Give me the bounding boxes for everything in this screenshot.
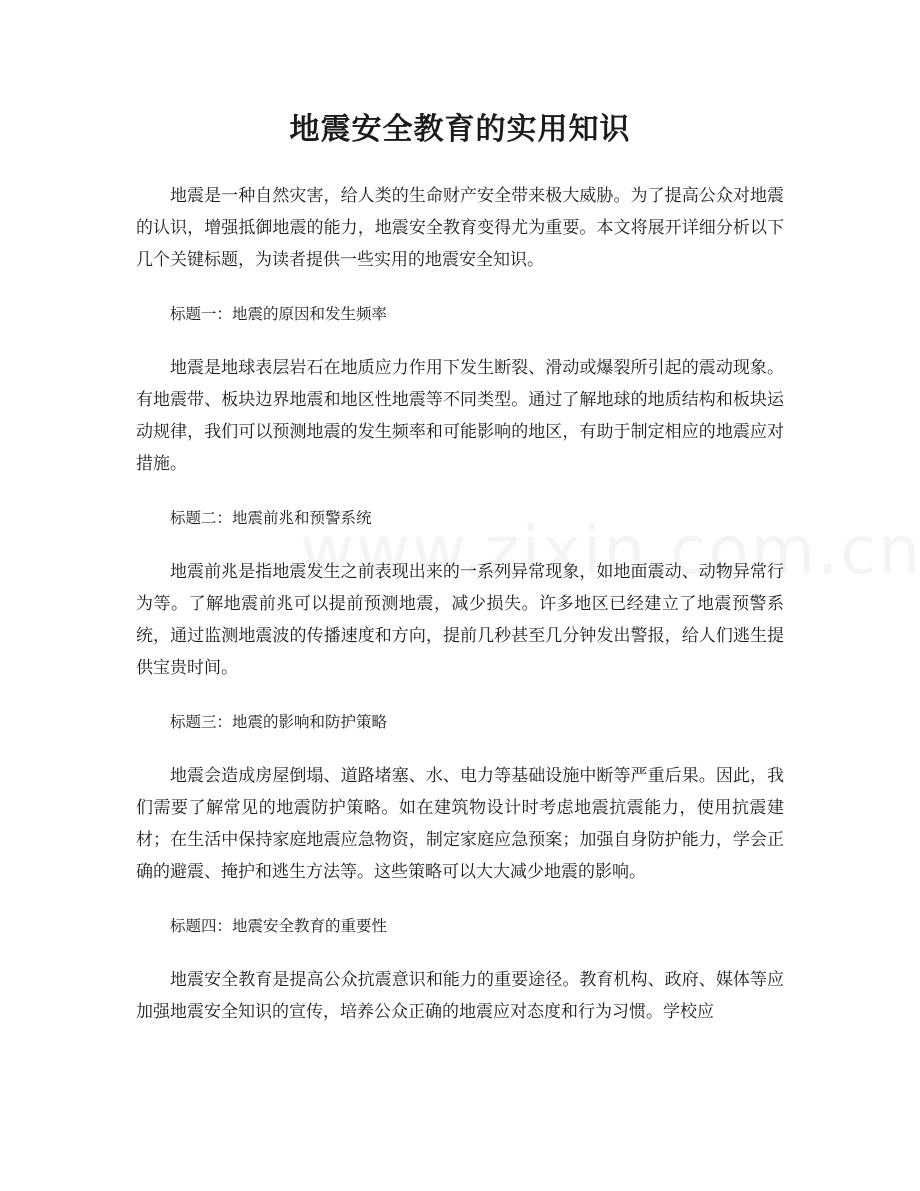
section-heading-2: 标题二：地震前兆和预警系统 [170,509,372,527]
section-heading-4: 标题四：地震安全教育的重要性 [170,917,388,935]
page-title: 地震安全教育的实用知识 [289,112,631,147]
section-heading-3: 标题三：地震的影响和防护策略 [170,713,388,731]
document-body [136,180,784,1050]
section-heading-1: 标题一：地震的原因和发生频率 [170,305,388,323]
intro-paragraph: 地震是一种自然灾害，给人类的生命财产安全带来极大威胁。为了提高公众对地震的认识，增强抵御地震的能力，地震安全教育变得尤为重要。本文将展开详细分析以下几个关键标题，为读者提供一些实用的地震安全知识。 [136,186,784,270]
document-page [136,0,784,1191]
section-body-3: 地震会造成房屋倒塌、道路堵塞、水、电力等基础设施中断等严重后果。因此，我们需要了解常见的地震防护策略。如在建筑物设计时考虑地震抗震能力，使用抗震建材；在生活中保持家庭地震应急物资，制定家庭应急预案；加强自身防护能力，学会正确的避震、掩护和逃生方法等。这些策略可以大大减少地震的影响。 [136,766,784,882]
section-body-4: 地震安全教育是提高公众抗震意识和能力的重要途径。教育机构、政府、媒体等应加强地震安全知识的宣传，培养公众正确的地震应对态度和行为习惯。学校应 [136,970,784,1022]
section-body-1: 地震是地球表层岩石在地质应力作用下发生断裂、滑动或爆裂所引起的震动现象。有地震带、板块边界地震和地区性地震等不同类型。通过了解地球的地质结构和板块运动规律，我们可以预测地震的发生频率和可能影响的地区，有助于制定相应的地震应对措施。 [136,358,784,474]
section-body-2: 地震前兆是指地震发生之前表现出来的一系列异常现象，如地面震动、动物异常行为等。了解地震前兆可以提前预测地震，减少损失。许多地区已经建立了地震预警系统，通过监测地震波的传播速度和方向，提前几秒甚至几分钟发出警报，给人们逃生提供宝贵时间。 [136,562,784,678]
